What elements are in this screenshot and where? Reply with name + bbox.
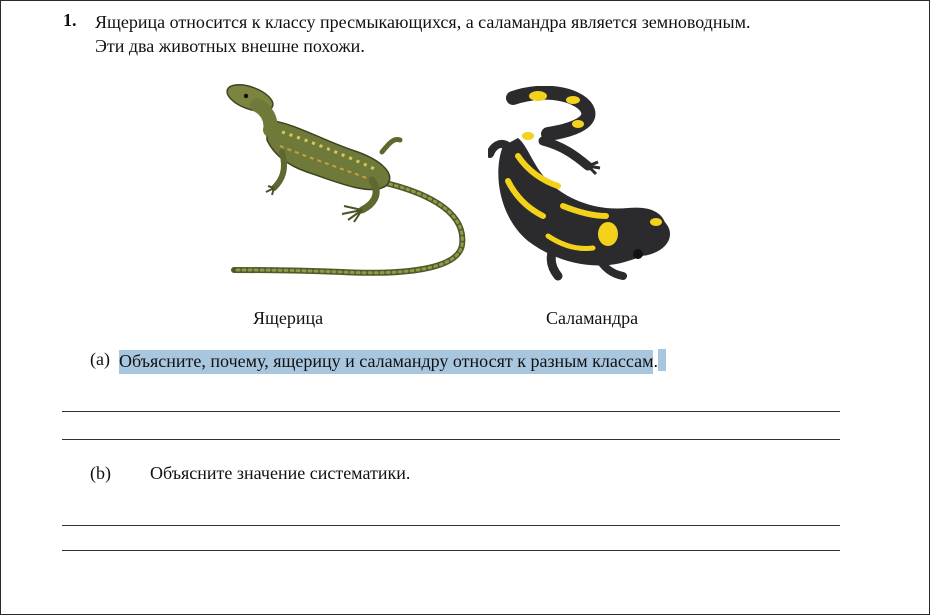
answer-line-b-1[interactable]: [62, 525, 840, 526]
lizard-icon: [222, 80, 472, 285]
salamander-caption: Саламандра: [546, 308, 639, 328]
lizard-image: [222, 80, 472, 285]
question-line-2: Эти два животных внешне похожи.: [95, 36, 365, 56]
answer-line-b-2[interactable]: [62, 550, 840, 551]
question-text: [95, 10, 875, 58]
part-a-question[interactable]: [119, 349, 666, 372]
question-number: 1.: [63, 10, 77, 30]
part-b-question: Объясните значение систематики.: [150, 463, 411, 483]
answer-line-a-1[interactable]: [62, 411, 840, 412]
text-selection-tail: [658, 349, 666, 371]
part-b-label: (b): [90, 463, 111, 483]
part-a-selected-text[interactable]: Объясните, почему, ящерицу и саламандру относят к разным классам: [119, 350, 653, 374]
question-line-1: Ящерица относится к классу пресмыкающихся, а саламандра является земноводным.: [95, 12, 751, 32]
part-a-period: .: [653, 351, 658, 371]
part-a-label: (a): [90, 349, 110, 369]
salamander-icon: [488, 86, 678, 286]
lizard-caption: Ящерица: [253, 308, 324, 328]
answer-line-a-2[interactable]: [62, 439, 840, 440]
salamander-image: [488, 86, 678, 286]
